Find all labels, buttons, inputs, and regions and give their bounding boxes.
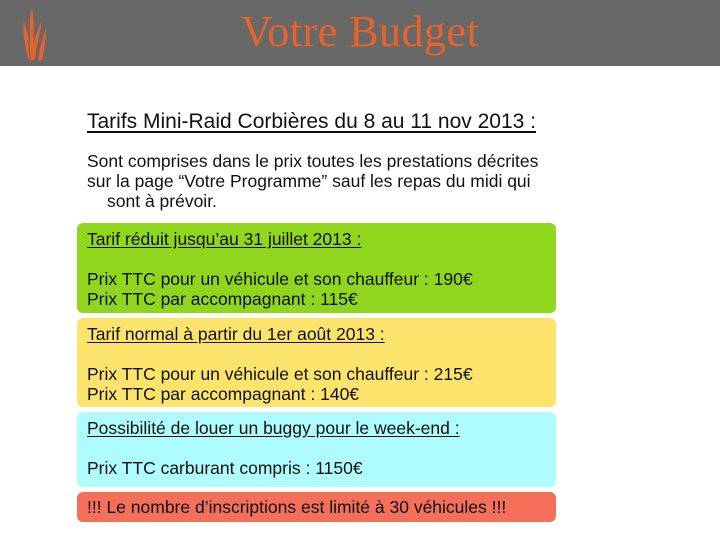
intro-line: sur la page “Votre Programme” sauf les repas du midi qui bbox=[87, 171, 531, 191]
buggy-rental-title: Possibilité de louer un buggy pour le week-end : bbox=[87, 418, 460, 438]
page-title: Votre Budget bbox=[240, 7, 480, 56]
limit-warning-box bbox=[77, 492, 556, 522]
intro-line: sont à prévoir. bbox=[107, 191, 217, 211]
normal-companion-price: Prix TTC par accompagnant : 140€ bbox=[87, 384, 360, 404]
normal-rate-box bbox=[77, 318, 556, 407]
reduced-vehicle-price: Prix TTC pour un véhicule et son chauffeur : 190€ bbox=[87, 269, 473, 289]
buggy-price: Prix TTC carburant compris : 1150€ bbox=[87, 458, 363, 478]
header-bar bbox=[0, 0, 720, 66]
reduced-companion-price: Prix TTC par accompagnant : 115€ bbox=[87, 289, 358, 309]
limit-warning-text: !!! Le nombre d’inscriptions est limité à 30 véhicules !!! bbox=[87, 497, 507, 517]
reduced-rate-title: Tarif réduit jusqu’au 31 juillet 2013 : bbox=[87, 229, 362, 249]
pricing-heading: Tarifs Mini-Raid Corbières du 8 au 11 nov 2013 : bbox=[87, 110, 537, 133]
buggy-rental-box bbox=[77, 412, 556, 487]
normal-vehicle-price: Prix TTC pour un véhicule et son chauffeur : 215€ bbox=[87, 364, 473, 384]
reduced-rate-box bbox=[77, 223, 556, 313]
intro-line: Sont comprises dans le prix toutes les prestations décrites bbox=[87, 151, 539, 171]
intro-paragraph bbox=[87, 151, 587, 211]
normal-rate-title: Tarif normal à partir du 1er août 2013 : bbox=[87, 324, 385, 344]
